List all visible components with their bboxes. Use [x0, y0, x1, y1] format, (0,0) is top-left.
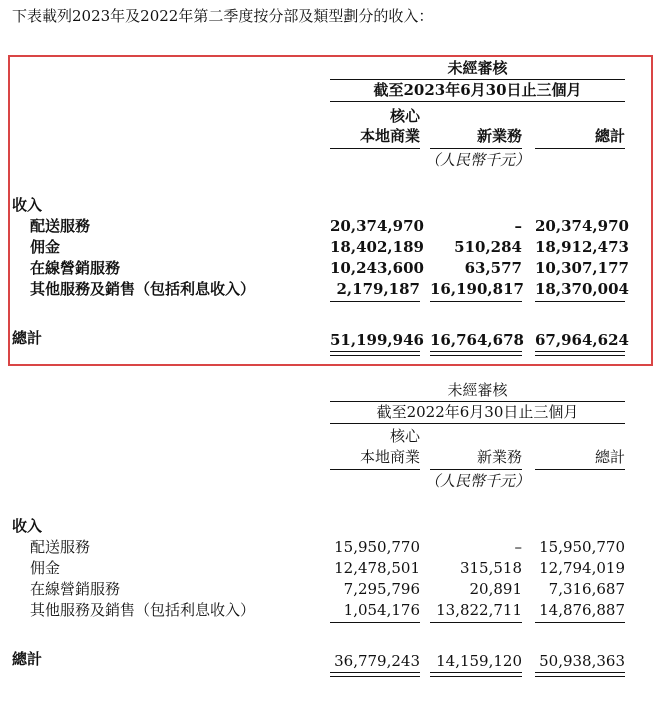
col-core-line2: 本地商業 — [359, 448, 420, 466]
cell-value: 15,950,770 — [334, 538, 420, 556]
row-label: 佣金 — [30, 559, 61, 577]
total-value: 51,199,946 — [330, 331, 424, 349]
total-double-rule — [430, 351, 522, 356]
total-value: 67,964,624 — [535, 331, 629, 349]
cell-value: 1,054,176 — [343, 601, 420, 619]
total-value: 14,159,120 — [436, 652, 522, 670]
col-core-line1: 核心 — [389, 107, 420, 125]
total-label: 總計 — [12, 329, 43, 347]
cell-value: 20,891 — [469, 580, 522, 598]
cell-value: 20,374,970 — [535, 217, 629, 235]
col-rule — [535, 148, 625, 149]
subtotal-rule — [430, 622, 522, 623]
total-double-rule — [330, 672, 420, 677]
total-value: 36,779,243 — [334, 652, 420, 670]
row-label: 在線營銷服務 — [30, 259, 121, 277]
cell-value: 510,284 — [454, 238, 522, 256]
row-label: 配送服務 — [30, 217, 91, 235]
cell-value: 315,518 — [459, 559, 522, 577]
col-rule — [535, 469, 625, 470]
cell-value: 18,912,473 — [535, 238, 629, 256]
unit-label: （人民幣千元） — [424, 472, 530, 490]
col-rule — [330, 469, 420, 470]
cell-value: 10,243,600 — [330, 259, 424, 277]
row-label: 配送服務 — [30, 538, 91, 556]
section-label: 收入 — [12, 517, 43, 535]
cell-value: 15,950,770 — [539, 538, 625, 556]
intro-text: 下表載列2023年及2022年第二季度按分部及類型劃分的收入： — [12, 7, 434, 25]
cell-value: 2,179,187 — [336, 280, 420, 298]
section-label: 收入 — [12, 196, 43, 214]
col-rule — [430, 148, 522, 149]
period-header: 截至2023年6月30日止三個月 — [373, 81, 582, 99]
subtotal-rule — [535, 301, 625, 302]
col-total: 總計 — [594, 448, 625, 466]
total-value: 50,938,363 — [539, 652, 625, 670]
revenue-table-2022 — [0, 374, 659, 694]
row-label: 其他服務及銷售（包括利息收入） — [30, 280, 256, 298]
col-core-line2: 本地商業 — [359, 127, 420, 145]
period-header: 截至2022年6月30日止三個月 — [376, 403, 579, 421]
row-label: 其他服務及銷售（包括利息收入） — [30, 601, 256, 619]
total-double-rule — [430, 672, 522, 677]
cell-value: 7,295,796 — [343, 580, 420, 598]
total-double-rule — [535, 672, 625, 677]
col-rule — [430, 469, 522, 470]
subtotal-rule — [330, 301, 420, 302]
col-new-business: 新業務 — [476, 127, 522, 145]
cell-value: 18,402,189 — [330, 238, 424, 256]
cell-value: – — [514, 217, 522, 235]
status-header: 未經審核 — [447, 59, 508, 77]
cell-value: 10,307,177 — [535, 259, 629, 277]
unit-label: （人民幣千元） — [424, 151, 530, 169]
header-rule — [330, 101, 625, 102]
revenue-table-2023 — [0, 50, 659, 370]
cell-value: 12,478,501 — [334, 559, 420, 577]
cell-value: 7,316,687 — [548, 580, 625, 598]
total-value: 16,764,678 — [430, 331, 524, 349]
total-double-rule — [330, 351, 420, 356]
cell-value: 14,876,887 — [539, 601, 625, 619]
cell-value: 12,794,019 — [539, 559, 625, 577]
row-label: 佣金 — [30, 238, 61, 256]
subtotal-rule — [430, 301, 522, 302]
status-header: 未經審核 — [447, 381, 508, 399]
col-new-business: 新業務 — [476, 448, 522, 466]
cell-value: 13,822,711 — [436, 601, 522, 619]
cell-value: – — [514, 538, 522, 556]
header-rule — [330, 423, 625, 424]
col-rule — [330, 148, 420, 149]
cell-value: 20,374,970 — [330, 217, 424, 235]
cell-value: 63,577 — [464, 259, 522, 277]
cell-value: 18,370,004 — [535, 280, 629, 298]
total-double-rule — [535, 351, 625, 356]
col-core-line1: 核心 — [389, 427, 420, 445]
total-label: 總計 — [12, 650, 43, 668]
subtotal-rule — [535, 622, 625, 623]
col-total: 總計 — [594, 127, 625, 145]
subtotal-rule — [330, 622, 420, 623]
row-label: 在線營銷服務 — [30, 580, 121, 598]
cell-value: 16,190,817 — [430, 280, 524, 298]
